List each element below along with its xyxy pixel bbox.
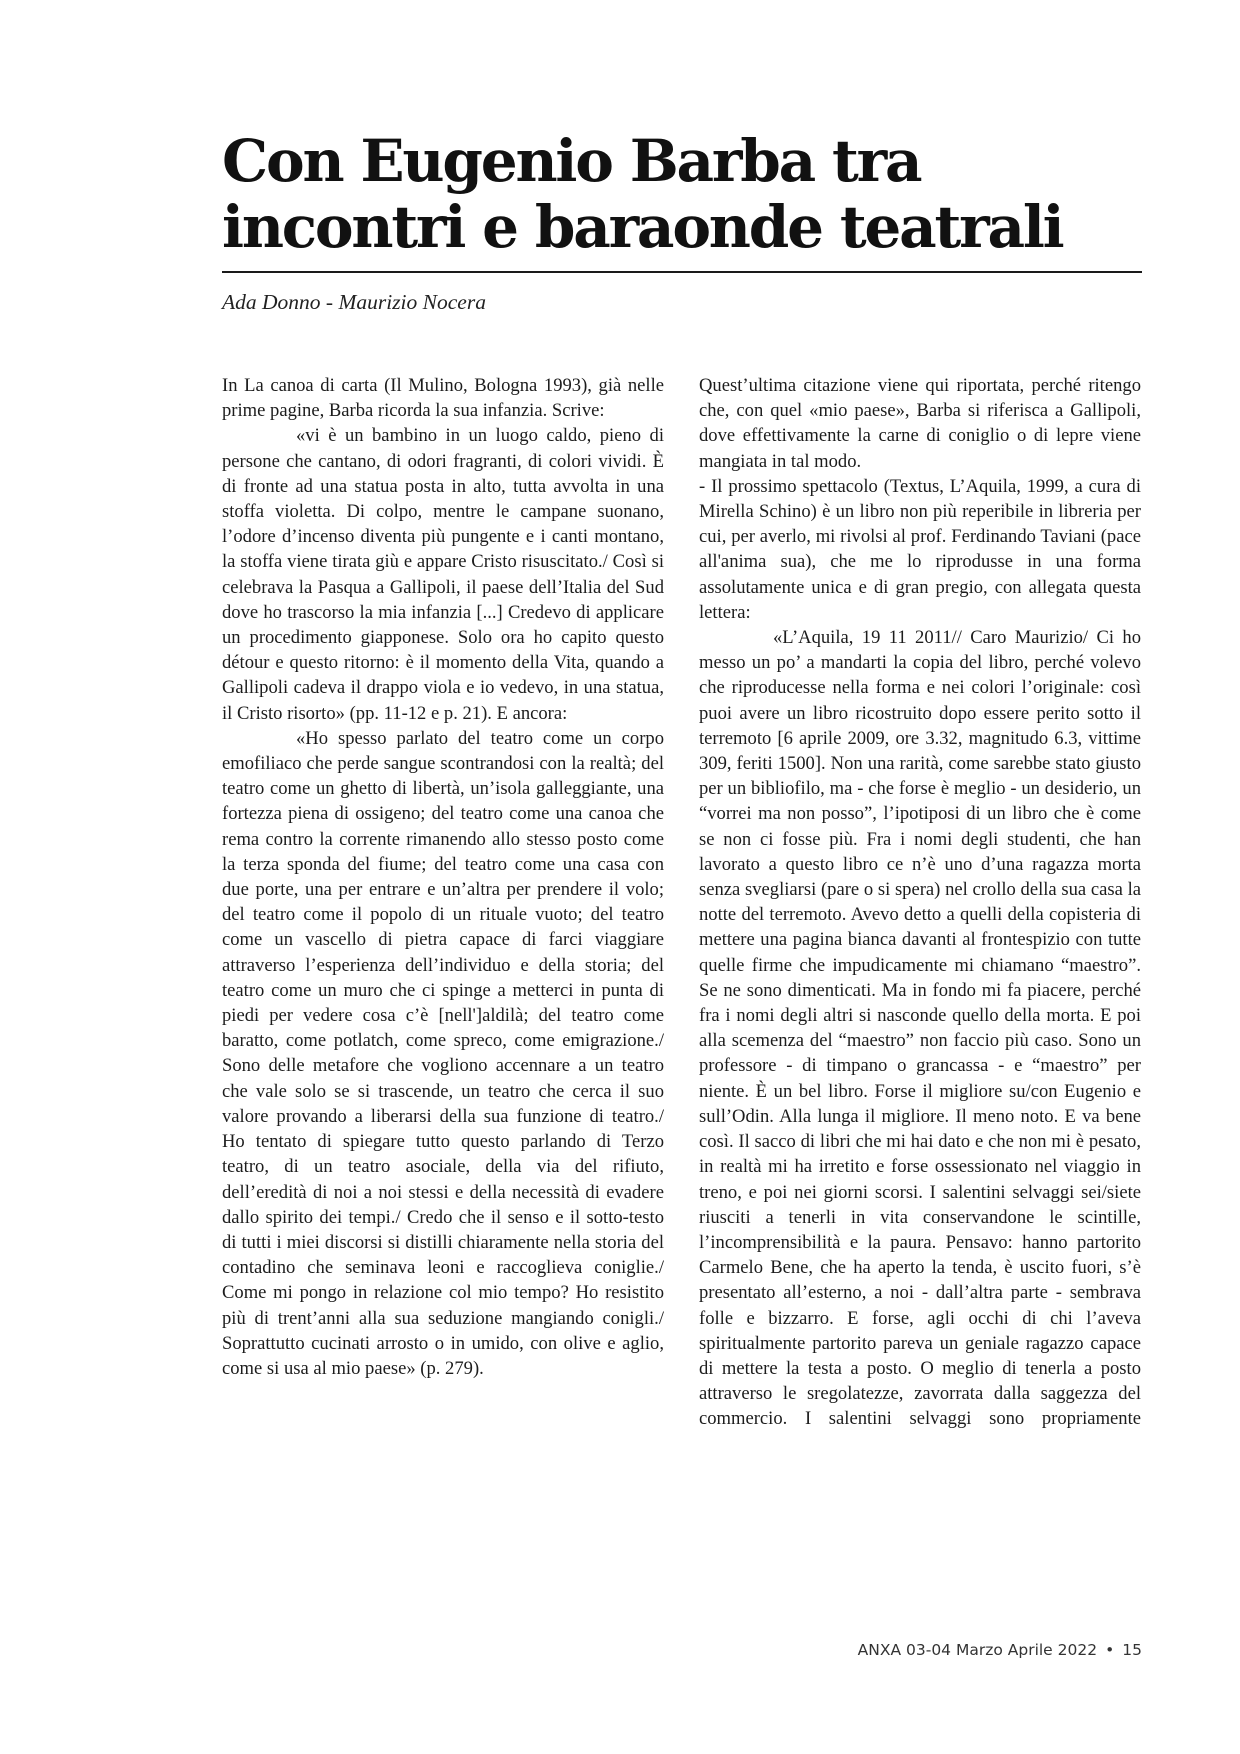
- article-title: Con Eugenio Barba tra incontri e baraonde teatrali: [222, 127, 1063, 261]
- paragraph: In La canoa di carta (Il Mulino, Bologna 1993), già nelle prime pagine, Barba ricorda la sua infanzia. Scrive:: [222, 375, 664, 422]
- quote-paragraph: «L’Aquila, 19 11 2011// Caro Maurizio/ Ci ho messo un po’ a mandarti la copia del libro, perché volevo che riproducesse nella forma e nei colori l’originale: così puoi avere un libro ricostruito dopo essere perito sotto il terremoto [6 aprile 2009, ore 3.32, magnitudo 6.3, vittime 309, feriti 1500]. Non una rarità, come sarebbe stato giusto per un bibliofilo, ma - che forse è meglio - un desiderio, un “vorrei ma non posso”, l’ipotiposi di un libro che è come se non ci fosse più. Fra i nomi degli studenti, che han lavorato a questo libro ce n’è uno d’una ragazza morta senza svegliarsi (pare o si spera) nel crollo della sua casa la notte del terremoto. Avevo detto a quelli della copisteria di mettere una pagina bianca davanti al frontespizio con tutte quelle firme che impudicamente mi chiamano “maestro”. Se ne sono dimenticati. Ma in fondo mi fa piacere, perché fra i nomi degli altri si nasconde quello della morta. E poi alla scemenza del “maestro” non faccio più caso. Sono un professore - di timpano o grancassa - e “maestro” per niente. È un bel libro. Forse il migliore su/con Eugenio e sull’Odin. Alla lunga il migliore. Il meno noto. E va bene così. Il sacco di libri che mi hai dato e che non mi è pesato, in realtà mi ha irretito e forse ossessionato nel viaggio in treno, e poi nei giorni scorsi. I salentini selvaggi sei/siete riusciti a tenerli in vita conservandone le scintille, l’incomprensibilità e la paura. Pensavo: hanno partorito Carmelo Bene, che ha aperto la tenda, è uscito fuori, s’è presentato all’esterno, a noi - dall’altra parte - sembrava folle e bizzarro. E forse, agli occhi di chi l’aveva spiritualmente partorito pareva un geniale ragazzo capace di mettere la testa a posto. O meglio di tenerla a posto attraverso le sregolatezze, zavorrata dalla saggezza del commercio. I salentini selvaggi sono propriamente: [699, 627, 1141, 1430]
- quote-paragraph: «vi è un bambino in un luogo caldo, pieno di persone che cantano, di odori fragranti, di colori vividi. È di fronte ad una statua posta in alto, tutta avvolta in una stoffa violetta. Di colpo, mentre le campane suonano, l’odore d’incenso diventa più pungente e i canti montano, la stoffa viene tirata giù e appare Cristo risuscitato./ Così si celebrava la Pasqua a Gallipoli, il paese dell’Italia del Sud dove ho trascorso la mia infanzia [...] Credevo di applicare un procedimento giapponese. Solo ora ho capito questo détour e questo ritorno: è il momento della Vita, quando a Gallipoli cadeva il drappo viola e io vedevo, in una statua, il Cristo risorto» (pp. 11-12 e p. 21). E ancora:: [222, 425, 664, 724]
- paragraph: - Il prossimo spettacolo (Textus, L’Aquila, 1999, a cura di Mirella Schino) è un libro non più reperibile in libreria per cui, per averlo, mi rivolsi al prof. Ferdinando Taviani (pace all'anima sua), che me lo riprodusse in una forma assolutamente unica e di gran pregio, con allegata questa lettera:: [699, 475, 1141, 623]
- right-column: [699, 373, 1141, 1432]
- paragraph: Quest’ultima citazione viene qui riportata, perché ritengo che, con quel «mio paese», Barba si riferisca a Gallipoli, dove effettivamente la carne di coniglio o di lepre viene mangiata in tal modo.: [699, 375, 1141, 472]
- left-column: [222, 373, 664, 1381]
- title-divider: [222, 271, 1142, 273]
- quote-paragraph: «Ho spesso parlato del teatro come un corpo emofiliaco che perde sangue scontrandosi con la realtà; del teatro come un ghetto di libertà, un’isola galleggiante, una fortezza piena di ossigeno; del teatro come una canoa che rema contro la corrente rimanendo allo stesso posto come la terza sponda del fiume; del teatro come una casa con due porte, una per entrare e un’altra per prendere il volo; del teatro come il popolo di un rituale vuoto; del teatro come un vascello di pietra capace di farci viaggiare attraverso l’esperienza dell’individuo e della storia; del teatro come un muro che ci spinge a metterci in punta di piedi per vedere cosa c’è [nell']aldilà; del teatro come baratto, come potlatch, come spreco, come emigrazione./ Sono delle metafore che vogliono accennare a un teatro che vale solo se si trascende, un teatro che cerca il suo valore provando a liberarsi della sua funzione di teatro./ Ho tentato di spiegare tutto questo parlando di Terzo teatro, di un teatro asociale, della via del rifiuto, dell’eredità di noi a noi stessi e della necessità di evadere dallo spirito dei tempi./ Credo che il senso e il sotto-testo di tutti i miei discorsi si distilli chiaramente nella storia del contadino che seminava leoni e raccoglieva coniglie./ Come mi pongo in relazione col mio tempo? Ho resistito più di trent’anni alla sua seduzione mangiando conigli./ Soprattutto cucinati arrosto o in umido, con olive e aglio, come si usa al mio paese» (p. 279).: [222, 727, 664, 1379]
- issue-label: ANXA 03-04 Marzo Aprile 2022: [857, 1641, 1098, 1659]
- page-footer: [858, 1641, 1142, 1659]
- footer-separator: •: [1105, 1641, 1115, 1659]
- page-number: 15: [1122, 1641, 1142, 1659]
- article-authors: Ada Donno - Maurizio Nocera: [222, 290, 486, 314]
